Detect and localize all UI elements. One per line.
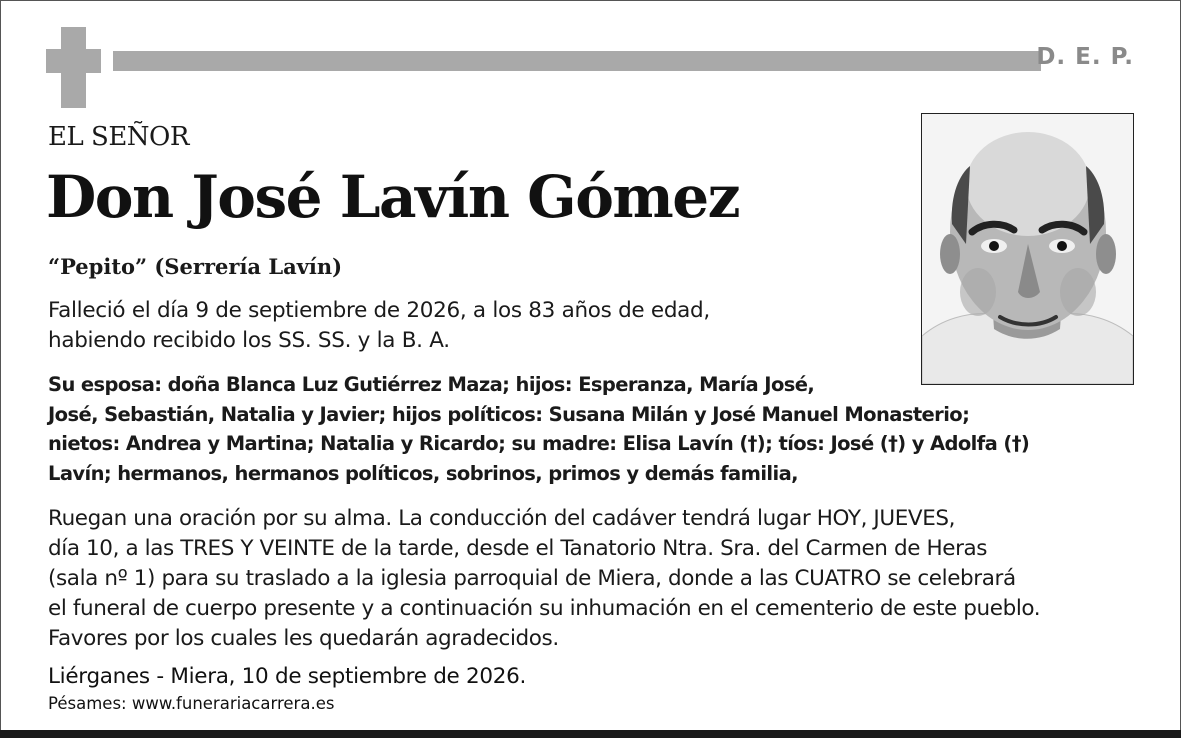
condolences-link[interactable]: Pésames: www.funerariacarrera.es <box>48 694 335 713</box>
death-notice <box>48 296 710 356</box>
header-rule <box>113 51 1041 71</box>
service-line: el funeral de cuerpo presente y a continuación su inhumación en el cementerio de este pueblo. <box>48 596 1041 621</box>
cross-icon-arm <box>46 49 101 73</box>
deceased-name: Don José Lavín Gómez <box>46 163 740 231</box>
service-line: Ruegan una oración por su alma. La conducción del cadáver tendrá lugar HOY, JUEVES, <box>48 506 956 531</box>
bottom-rule <box>0 730 1181 738</box>
service-line: Favores por los cuales les quedarán agradecidos. <box>48 626 559 651</box>
family-line: José, Sebastián, Natalia y Javier; hijos políticos: Susana Milán y José Manuel Monasterio; <box>48 402 970 426</box>
place-date: Liérganes - Miera, 10 de septiembre de 2026. <box>48 664 527 689</box>
death-line: habiendo recibido los SS. SS. y la B. A. <box>48 328 450 353</box>
portrait-illustration <box>922 114 1133 384</box>
death-line: Falleció el día 9 de septiembre de 2026, a los 83 años de edad, <box>48 298 710 323</box>
family-list <box>48 370 1029 488</box>
service-line: día 10, a las TRES Y VEINTE de la tarde, desde el Tanatorio Ntra. Sra. del Carmen de Heras <box>48 536 988 561</box>
dep-label: D. E. P. <box>1036 44 1134 70</box>
family-line: Lavín; hermanos, hermanos políticos, sobrinos, primos y demás familia, <box>48 461 798 485</box>
service-line: (sala nº 1) para su traslado a la iglesia parroquial de Miera, donde a las CUATRO se celebrará <box>48 566 1016 591</box>
nickname: “Pepito” (Serrería Lavín) <box>48 254 343 279</box>
family-line: nietos: Andrea y Martina; Natalia y Ricardo; su madre: Elisa Lavín (†); tíos: José (†) y Adolfa (†) <box>48 432 1030 455</box>
family-line: Su esposa: doña Blanca Luz Gutiérrez Maza; hijos: Esperanza, María José, <box>48 373 815 396</box>
service-details <box>48 504 1040 654</box>
portrait-photo <box>921 113 1134 385</box>
honorific: EL SEÑOR <box>48 122 189 152</box>
